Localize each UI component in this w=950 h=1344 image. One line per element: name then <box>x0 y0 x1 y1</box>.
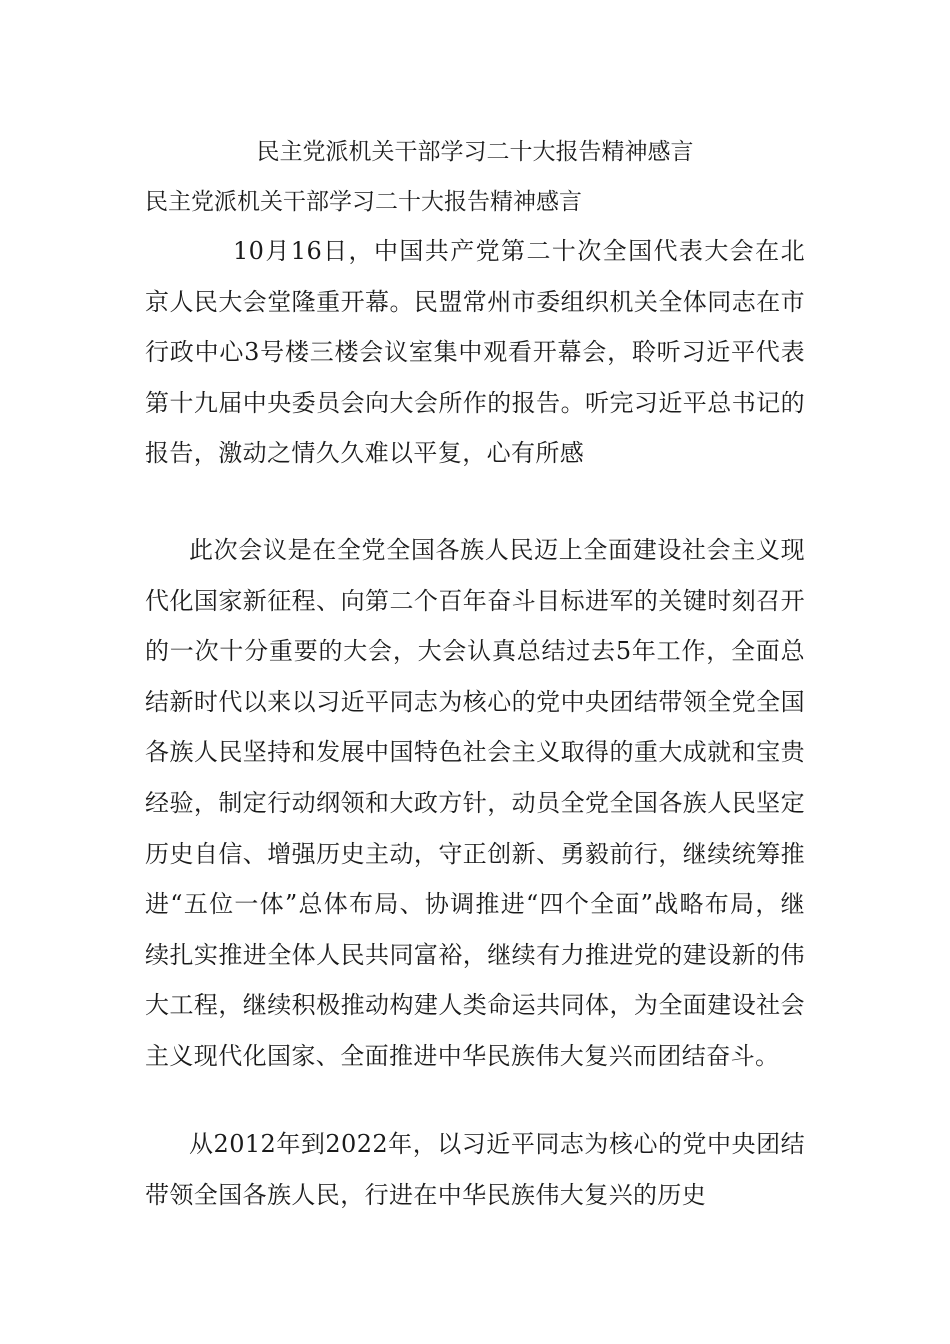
document-title: 民主党派机关干部学习二十大报告精神感言 <box>256 139 694 165</box>
paragraph-1: 10月16日，中国共产党第二十次全国代表大会在北京人民大会堂隆重开幕。民盟常州市委组织机关全体同志在市行政中心3号楼三楼会议室集中观看开幕会，聆听习近平代表第十九届中央委员会向大会所作的报告。听完习近平总书记的报告，激动之情久久难以平复，心有所感 <box>145 237 805 468</box>
paragraph-3: 从2012年到2022年，以习近平同志为核心的党中央团结带领全国各族人民，行进在中华民族伟大复兴的历史 <box>145 1130 805 1209</box>
paragraph-2: 此次会议是在全党全国各族人民迈上全面建设社会主义现代化国家新征程、向第二个百年奋斗目标进军的关键时刻召开的一次十分重要的大会，大会认真总结过去5年工作，全面总结新时代以来以习近平同志为核心的党中央团结带领全党全国各族人民坚持和发展中国特色社会主义取得的重大成就和宝贵经验，制定行动纲领和大政方针，动员全党全国各族人民坚定历史自信、增强历史主动，守正创新、勇毅前行，继续统筹推进“五位一体”总体布局、协调推进“四个全面”战略布局，继续扎实推进全体人民共同富裕，继续有力推进党的建设新的伟大工程，继续积极推动构建人类命运共同体，为全面建设社会主义现代化国家、全面推进中华民族伟大复兴而团结奋斗。 <box>145 536 805 1070</box>
document-subtitle: 民主党派机关干部学习二十大报告精神感言 <box>145 189 582 215</box>
